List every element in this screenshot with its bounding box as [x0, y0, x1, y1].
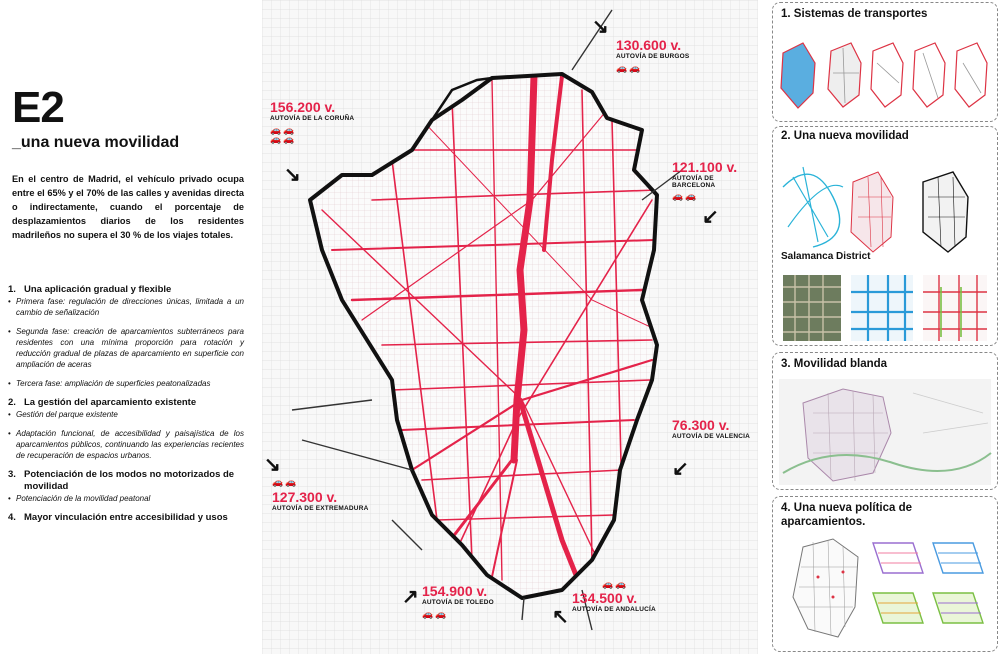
measure-item: 2. La gestión del aparcamiento existente • Gestión del parque existente • Adaptación funcional, de accesibilidad y paisajística de los aparcamientos públicos, continuando las experiencias recientes de recuperación de espacios urbanos.	[8, 397, 244, 461]
car-icons: 🚗🚗	[602, 579, 629, 589]
arrow-icon: ↙	[672, 458, 689, 480]
arrow-icon: ↘	[284, 164, 301, 186]
measure-bullet: • Tercera fase: ampliación de superficies peatonalizadas	[8, 378, 244, 389]
traffic-flow-coruna: 156.200 v. AUTOVÍA DE LA CORUÑA 🚗🚗 🚗🚗	[270, 99, 355, 144]
arrow-icon: ↘	[264, 454, 281, 476]
transport-thumbnails	[773, 3, 997, 121]
measure-bullet: • Potenciación de la movilidad peatonal	[8, 493, 244, 504]
car-icons: 🚗🚗 🚗🚗	[270, 124, 297, 144]
traffic-flow-andalucia: 🚗🚗 134.500 v. AUTOVÍA DE ANDALUCÍA	[572, 579, 656, 613]
parking-thumbnails	[773, 497, 997, 651]
traffic-flow-burgos: 130.600 v. AUTOVÍA DE BURGOS 🚗🚗	[616, 37, 690, 73]
measure-item: 4. Mayor vinculación entre accesibilidad y usos	[8, 512, 228, 523]
panel-transport-systems	[772, 2, 998, 122]
panel-soft-mobility	[772, 352, 998, 490]
panel-subtitle: Salamanca District	[781, 251, 871, 262]
measures-list	[8, 284, 244, 531]
measure-bullet: • Adaptación funcional, de accesibilidad y paisajística de los aparcamientos públicos, continuando las experiencias recientes de recuperación de espacios urbanos.	[8, 428, 244, 461]
mobility-thumbnails	[773, 127, 997, 345]
madrid-map	[262, 0, 758, 654]
measure-title: Potenciación de los modos no motorizados de movilidad	[24, 469, 235, 492]
panel-new-mobility	[772, 126, 998, 346]
panel-title: 3. Movilidad blanda	[781, 358, 888, 370]
car-icons: 🚗🚗	[272, 477, 299, 487]
traffic-flow-valencia: 76.300 v. AUTOVÍA DE VALENCIA	[672, 417, 751, 440]
measure-title: La gestión del aparcamiento existente	[24, 397, 197, 408]
panel-parking-policy	[772, 496, 998, 652]
intro-paragraph: En el centro de Madrid, el vehículo privado ocupa entre el 65% y el 70% de las calles y avenidas directa o indirectamente, cuando el porcentaje de desplazamientos diarios de los residentes madrileños no supera el 30 % de los viajes totales.	[12, 174, 244, 240]
measure-bullet: • Gestión del parque existente	[8, 409, 244, 420]
arrow-icon: ↗	[402, 586, 419, 608]
section-subtitle: _una nueva movilidad	[12, 134, 180, 151]
traffic-flow-extremadura: 🚗🚗 127.300 v. AUTOVÍA DE EXTREMADURA	[272, 477, 369, 512]
traffic-flow-toledo: 154.900 v. AUTOVÍA DE TOLEDO 🚗🚗	[422, 583, 494, 619]
traffic-flow-barcelona: 121.100 v. AUTOVÍA DE BARCELONA 🚗🚗	[672, 160, 758, 201]
measure-item: 1. Una aplicación gradual y flexible • Primera fase: regulación de direcciones únicas, limitada a un cambio de señalización • Segunda fase: creación de aparcamientos subterráneos para residentes con una mínima proporción para rotación y reducción gradual de plazas de aparcamiento en superficie con ampliación de aceras • Tercera fase: ampliación de superficies peatonalizadas	[8, 284, 244, 389]
arrow-icon: ↙	[702, 206, 719, 228]
panel-title: 4. Una nueva política de aparcamientos.	[781, 502, 913, 528]
measure-item: 3. Potenciación de los modos no motorizados de movilidad • Potenciación de la movilidad peatonal	[8, 469, 244, 504]
measure-title: Mayor vinculación entre accesibilidad y usos	[24, 512, 228, 523]
car-icons: 🚗🚗	[672, 191, 699, 201]
car-icons: 🚗🚗	[422, 608, 449, 619]
left-column	[0, 0, 250, 654]
panel-title: 1. Sistemas de transportes	[781, 8, 928, 20]
section-code: E2	[12, 83, 64, 132]
measure-title: Una aplicación gradual y flexible	[24, 284, 172, 295]
panel-title: 2. Una nueva movilidad	[781, 130, 909, 142]
car-icons: 🚗🚗	[616, 62, 643, 73]
measure-bullet: • Segunda fase: creación de aparcamientos subterráneos para residentes con una mínima proporción para rotación y reducción gradual de plazas de aparcamiento en superficie con ampliación de aceras	[8, 326, 244, 370]
map-drawing	[262, 0, 758, 654]
measure-bullet: • Primera fase: regulación de direcciones únicas, limitada a un cambio de señalización	[8, 296, 244, 318]
soft-mobility-thumbnail	[773, 353, 997, 489]
arrow-icon: ↘	[592, 16, 609, 38]
arrow-icon: ↖	[552, 606, 569, 628]
